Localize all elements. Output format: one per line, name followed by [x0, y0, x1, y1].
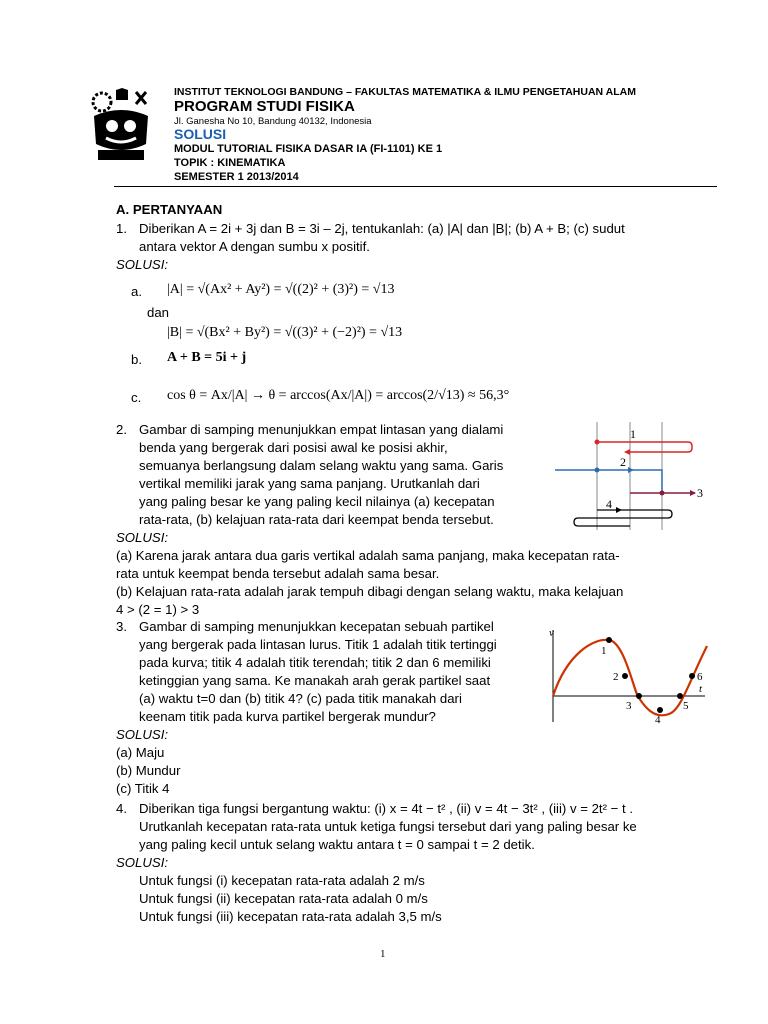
module-title: MODUL TUTORIAL FISIKA DASAR IA (FI-1101) KE 1 — [174, 143, 443, 155]
q1-c-label: c. — [131, 390, 142, 405]
itb-logo-icon — [86, 86, 156, 166]
point-label-4: 4 — [655, 714, 661, 726]
path-1 — [597, 442, 692, 452]
path-label-2: 2 — [620, 455, 626, 469]
q2-line: semuanya berlangsung dalam selang waktu yang sama. Garis — [139, 458, 504, 473]
q1-b-label: b. — [131, 352, 142, 367]
path-1-start — [595, 440, 600, 445]
t-axis-label: t — [699, 683, 703, 695]
page-number: 1 — [380, 948, 386, 960]
semester: SEMESTER 1 2013/2014 — [174, 171, 299, 183]
point-5 — [677, 693, 683, 699]
q2-answer: (b) Kelajuan rata-rata adalah jarak tempuh dibagi dengan selang waktu, maka kelajuan — [116, 584, 624, 599]
q4-line2: Urutkanlah kecepatan rata-rata untuk ketiga fungsi tersebut dari yang paling besar ke — [139, 819, 637, 834]
path-3-node — [660, 491, 665, 496]
point-label-1: 1 — [601, 645, 607, 657]
q1-eq-c: cos θ = Ax/|A| → θ = arccos(Ax/|A|) = arccos(2/√13) ≈ 56,3° — [167, 388, 510, 403]
section-title: A. PERTANYAAN — [116, 202, 223, 217]
q3-line: ketinggian yang sama. Ke manakah arah gerak partikel saat — [139, 673, 491, 688]
path-4 — [574, 510, 672, 526]
q2-line: Gambar di samping menunjukkan empat lintasan yang dialami — [139, 422, 504, 437]
point-label-3: 3 — [626, 700, 632, 712]
q4-answer: Untuk fungsi (iii) kecepatan rata-rata adalah 3,5 m/s — [139, 909, 442, 924]
q2-line: vertikal memiliki jarak yang sama panjang. Urutkanlah dari — [139, 476, 480, 491]
path-4-arrow — [616, 507, 622, 513]
header-divider — [114, 186, 717, 187]
q3-answer: (a) Maju — [116, 745, 165, 760]
q3-velocity-figure — [545, 626, 715, 726]
q3-line: pada kurva; titik 4 adalah titik terendah; titik 2 dan 6 memiliki — [139, 655, 491, 670]
q1-a-label: a. — [131, 284, 142, 299]
q4-answer: Untuk fungsi (ii) kecepatan rata-rata adalah 0 m/s — [139, 891, 428, 906]
point-3 — [636, 693, 642, 699]
solusi-title: SOLUSI — [174, 126, 227, 142]
point-6 — [689, 673, 695, 679]
point-label-6: 6 — [697, 671, 703, 683]
q2-line: yang paling besar ke yang paling kecil nilainya (a) kecepatan — [139, 494, 495, 509]
q3-solusi-label: SOLUSI: — [116, 727, 169, 742]
point-4 — [657, 707, 663, 713]
q3-line: Gambar di samping menunjukkan kecepatan sebuah partikel — [139, 619, 494, 634]
path-3-arrow — [690, 490, 696, 496]
path-label-1: 1 — [630, 427, 636, 441]
q2-solusi-label: SOLUSI: — [116, 530, 169, 545]
topic-title: TOPIK : KINEMATIKA — [174, 157, 286, 169]
q2-answer: (a) Karena jarak antara dua garis vertikal adalah sama panjang, maka kecepatan rata- — [116, 548, 620, 563]
q1-number: 1. — [116, 221, 127, 236]
q3-line: keenam titik pada kurva partikel bergerak mundur? — [139, 709, 436, 724]
q1-line1: Diberikan A = 2i + 3j dan B = 3i – 2j, tentukanlah: (a) |A| dan |B|; (b) A + B; (c) sudut — [139, 221, 625, 236]
q2-answer: 4 > (2 = 1) > 3 — [116, 602, 200, 617]
q1-dan: dan — [147, 305, 170, 320]
q4-answer: Untuk fungsi (i) kecepatan rata-rata adalah 2 m/s — [139, 873, 425, 888]
q1-line2: antara vektor A dengan sumbu x positif. — [139, 239, 370, 254]
q1-solusi-label: SOLUSI: — [116, 257, 169, 272]
v-axis-label: v — [549, 627, 554, 639]
q1-eq-sum: A + B = 5i + j — [167, 350, 247, 365]
path-2-start — [595, 468, 600, 473]
path-label-3: 3 — [697, 486, 703, 500]
path-2-arrow — [628, 467, 634, 473]
q3-answer: (c) Titik 4 — [116, 781, 170, 796]
point-label-2: 2 — [613, 671, 619, 683]
q4-line3: yang paling kecil untuk selang waktu antara t = 0 sampai t = 2 detik. — [139, 837, 535, 852]
path-2 — [555, 470, 662, 492]
q4-solusi-label: SOLUSI: — [116, 855, 169, 870]
q3-answer: (b) Mundur — [116, 763, 181, 778]
q3-line: yang bergerak pada lintasan lurus. Titik 1 adalah titik tertinggi — [139, 637, 497, 652]
institute-name: INSTITUT TEKNOLOGI BANDUNG – FAKULTAS MATEMATIKA & ILMU PENGETAHUAN ALAM — [174, 86, 636, 98]
q2-paths-figure — [550, 422, 710, 530]
point-2 — [622, 673, 628, 679]
path-label-4: 4 — [606, 497, 612, 511]
q1-eq-a: |A| = √(Ax² + Ay²) = √((2)² + (3)²) = √13 — [167, 282, 395, 297]
q3-line: (a) waktu t=0 dan (b) titik 4? (c) pada titik manakah dari — [139, 691, 462, 706]
q4-number: 4. — [116, 801, 127, 816]
point-1 — [606, 637, 612, 643]
q1-eq-b-mag: |B| = √(Bx² + By²) = √((3)² + (−2)²) = √13 — [167, 325, 403, 340]
point-label-5: 5 — [683, 700, 689, 712]
q4-line1: Diberikan tiga fungsi bergantung waktu: (i) x = 4t − t² , (ii) v = 4t − 3t² , (iii) v = 2t² − t . — [139, 801, 634, 816]
address: Jl. Ganesha No 10, Bandung 40132, Indonesia — [174, 116, 372, 127]
q3-number: 3. — [116, 619, 127, 634]
q2-number: 2. — [116, 422, 127, 437]
q2-answer: rata untuk keempat benda tersebut adalah sama besar. — [116, 566, 440, 581]
program-name: PROGRAM STUDI FISIKA — [174, 98, 355, 115]
q2-line: benda yang bergerak dari posisi awal ke posisi akhir, — [139, 440, 448, 455]
q2-line: rata-rata, (b) kelajuan rata-rata dari keempat benda tersebut. — [139, 512, 494, 527]
